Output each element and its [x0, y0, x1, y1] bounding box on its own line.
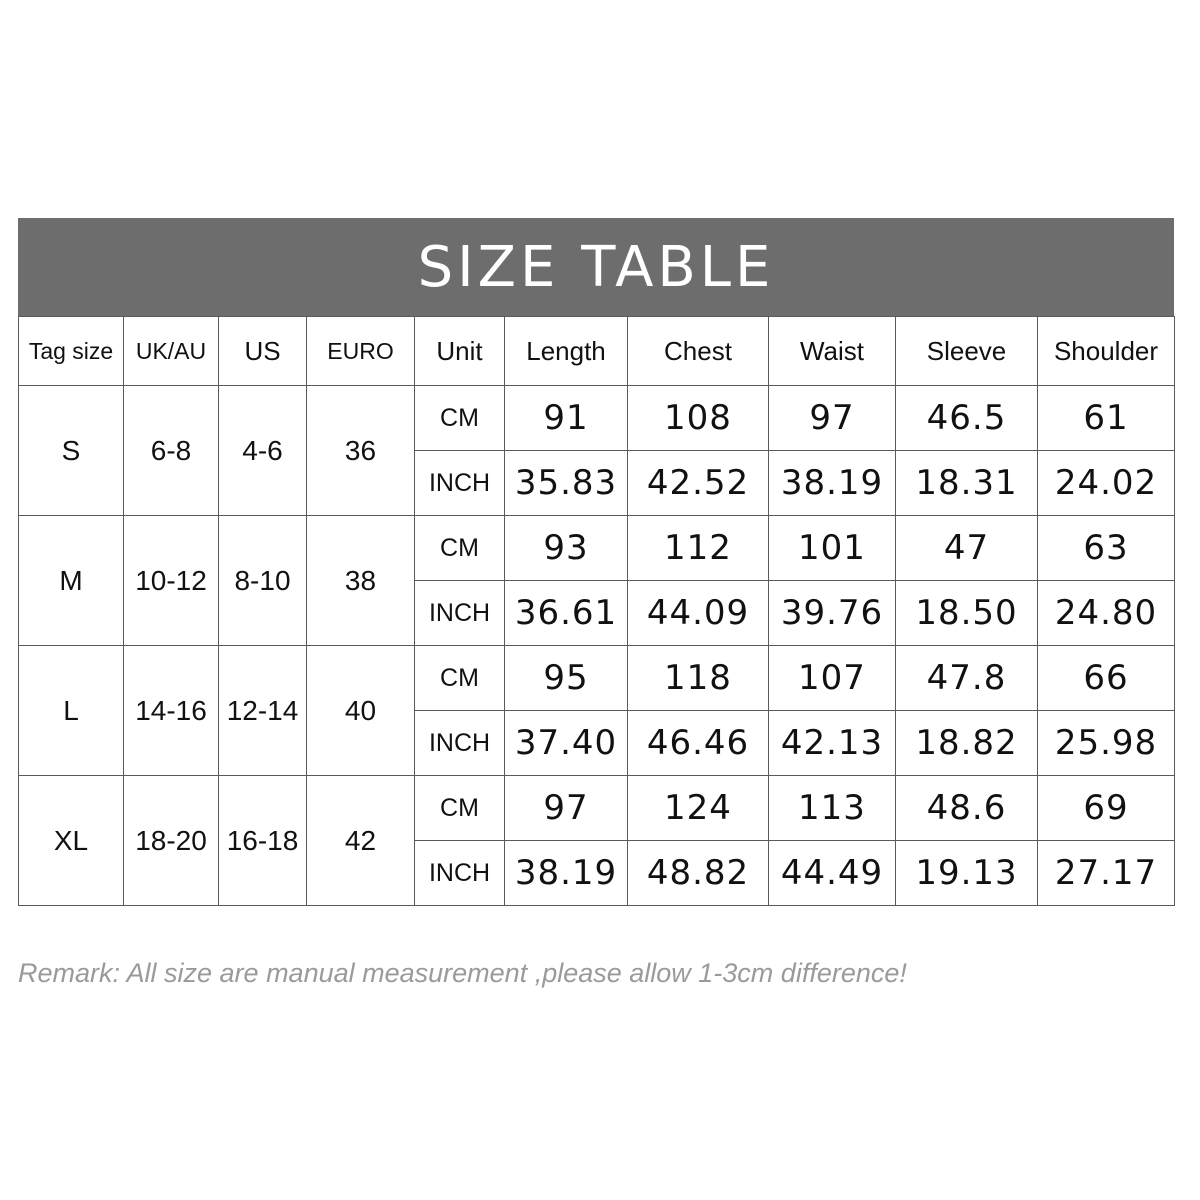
- waist-cell: 38.19: [769, 451, 896, 516]
- length-cell: 37.40: [505, 711, 628, 776]
- sleeve-cell: 48.6: [896, 776, 1038, 841]
- shoulder-cell: 24.02: [1038, 451, 1175, 516]
- length-cell: 38.19: [505, 841, 628, 906]
- sleeve-cell: 47: [896, 516, 1038, 581]
- shoulder-cell: 24.80: [1038, 581, 1175, 646]
- waist-cell: 107: [769, 646, 896, 711]
- unit-cell: CM: [415, 646, 505, 711]
- chest-cell: 112: [628, 516, 769, 581]
- us-cell: 4-6: [219, 386, 307, 516]
- sleeve-cell: 18.50: [896, 581, 1038, 646]
- length-cell: 95: [505, 646, 628, 711]
- header-tag-size: Tag size: [19, 317, 124, 386]
- chest-cell: 118: [628, 646, 769, 711]
- sleeve-cell: 19.13: [896, 841, 1038, 906]
- euro-cell: 42: [307, 776, 415, 906]
- header-uk-au: UK/AU: [124, 317, 219, 386]
- title-bar: [18, 218, 1174, 316]
- remark-text: Remark: All size are manual measurement ,please allow 1-3cm difference!: [18, 958, 907, 988]
- unit-cell: INCH: [415, 451, 505, 516]
- tag-size-cell: XL: [19, 776, 124, 906]
- euro-cell: 38: [307, 516, 415, 646]
- uk-au-cell: 14-16: [124, 646, 219, 776]
- table-row: [19, 386, 1175, 451]
- header-chest: Chest: [628, 317, 769, 386]
- size-table: [18, 316, 1175, 906]
- shoulder-cell: 61: [1038, 386, 1175, 451]
- waist-cell: 42.13: [769, 711, 896, 776]
- sleeve-cell: 18.31: [896, 451, 1038, 516]
- header-row: [19, 317, 1175, 386]
- chest-cell: 108: [628, 386, 769, 451]
- unit-cell: CM: [415, 516, 505, 581]
- us-cell: 12-14: [219, 646, 307, 776]
- sleeve-cell: 18.82: [896, 711, 1038, 776]
- chest-cell: 42.52: [628, 451, 769, 516]
- waist-cell: 113: [769, 776, 896, 841]
- uk-au-cell: 6-8: [124, 386, 219, 516]
- us-cell: 16-18: [219, 776, 307, 906]
- shoulder-cell: 63: [1038, 516, 1175, 581]
- waist-cell: 39.76: [769, 581, 896, 646]
- length-cell: 93: [505, 516, 628, 581]
- shoulder-cell: 66: [1038, 646, 1175, 711]
- unit-cell: INCH: [415, 581, 505, 646]
- size-chart: [18, 218, 1174, 906]
- shoulder-cell: 27.17: [1038, 841, 1175, 906]
- unit-cell: CM: [415, 386, 505, 451]
- waist-cell: 44.49: [769, 841, 896, 906]
- uk-au-cell: 18-20: [124, 776, 219, 906]
- header-shoulder: Shoulder: [1038, 317, 1175, 386]
- sleeve-cell: 47.8: [896, 646, 1038, 711]
- waist-cell: 97: [769, 386, 896, 451]
- header-length: Length: [505, 317, 628, 386]
- uk-au-cell: 10-12: [124, 516, 219, 646]
- chest-cell: 124: [628, 776, 769, 841]
- chest-cell: 44.09: [628, 581, 769, 646]
- table-title: SIZE TABLE: [417, 234, 775, 300]
- shoulder-cell: 69: [1038, 776, 1175, 841]
- sleeve-cell: 46.5: [896, 386, 1038, 451]
- tag-size-cell: L: [19, 646, 124, 776]
- table-row: [19, 646, 1175, 711]
- chest-cell: 46.46: [628, 711, 769, 776]
- waist-cell: 101: [769, 516, 896, 581]
- header-sleeve: Sleeve: [896, 317, 1038, 386]
- table-row: [19, 776, 1175, 841]
- us-cell: 8-10: [219, 516, 307, 646]
- euro-cell: 36: [307, 386, 415, 516]
- tag-size-cell: S: [19, 386, 124, 516]
- length-cell: 35.83: [505, 451, 628, 516]
- header-euro: EURO: [307, 317, 415, 386]
- header-waist: Waist: [769, 317, 896, 386]
- chest-cell: 48.82: [628, 841, 769, 906]
- tag-size-cell: M: [19, 516, 124, 646]
- unit-cell: CM: [415, 776, 505, 841]
- shoulder-cell: 25.98: [1038, 711, 1175, 776]
- unit-cell: INCH: [415, 841, 505, 906]
- length-cell: 91: [505, 386, 628, 451]
- length-cell: 97: [505, 776, 628, 841]
- table-row: [19, 516, 1175, 581]
- header-us: US: [219, 317, 307, 386]
- length-cell: 36.61: [505, 581, 628, 646]
- euro-cell: 40: [307, 646, 415, 776]
- unit-cell: INCH: [415, 711, 505, 776]
- header-unit: Unit: [415, 317, 505, 386]
